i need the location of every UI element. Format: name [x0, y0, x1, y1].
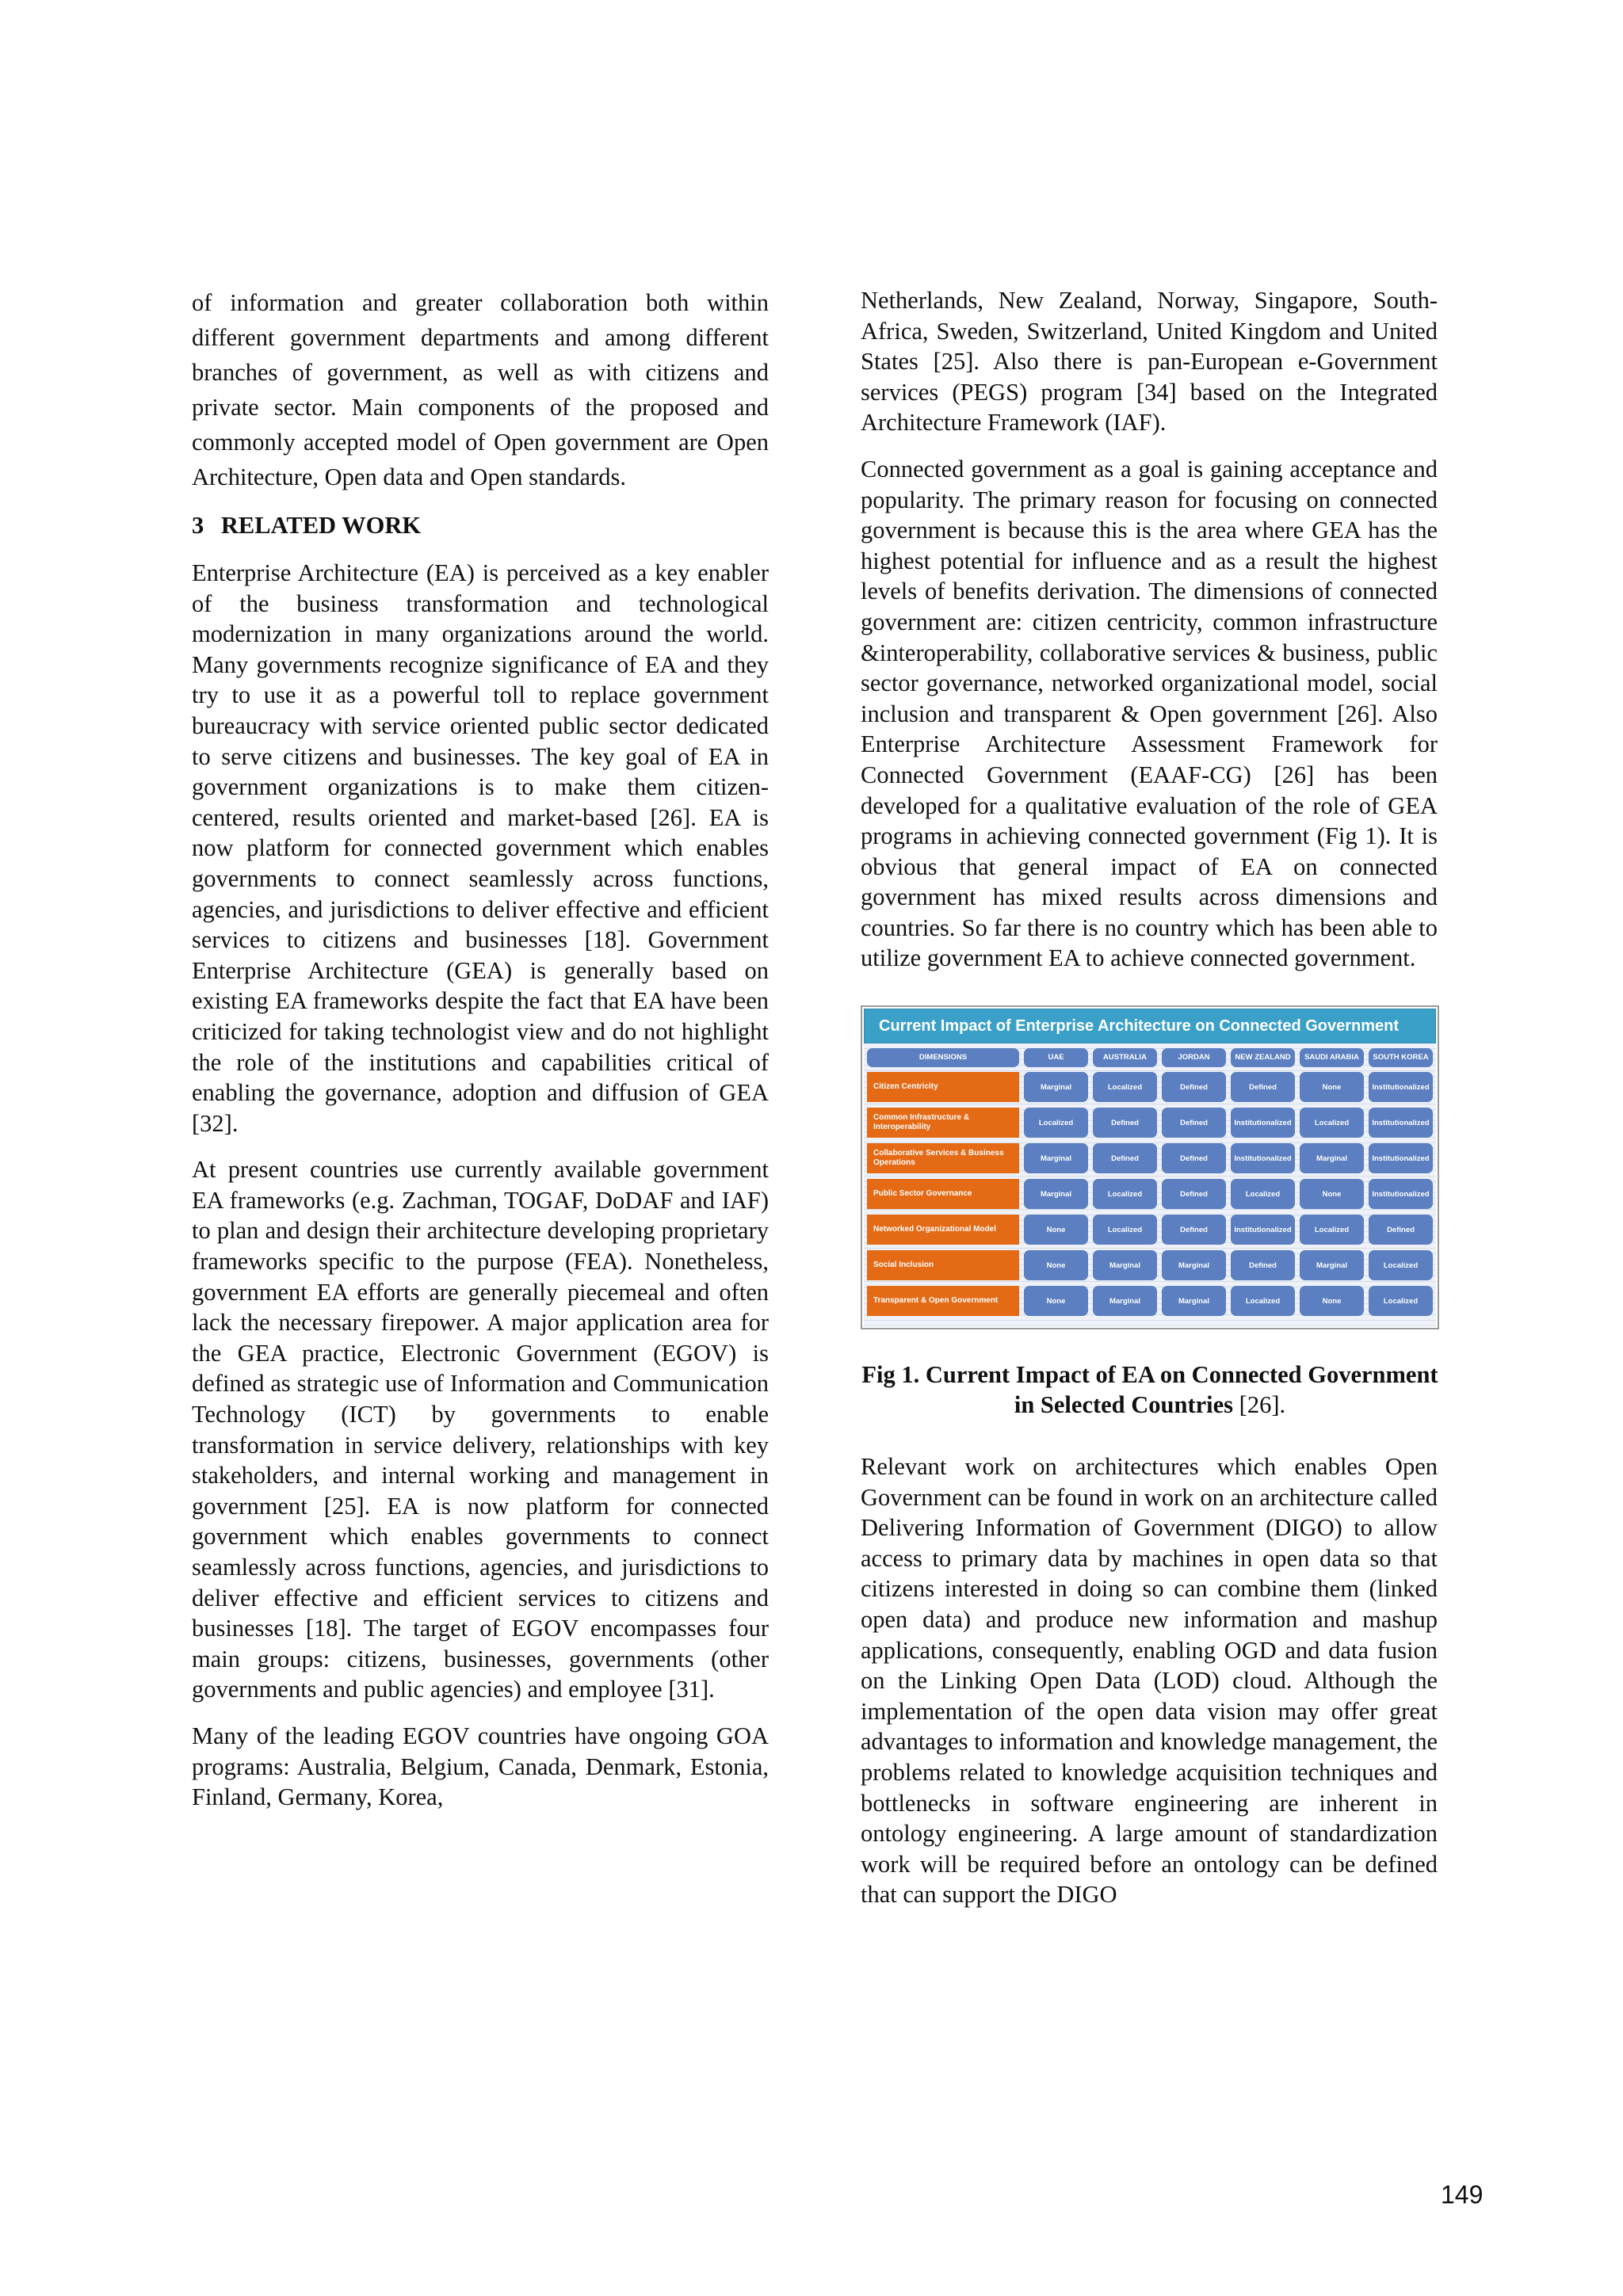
impact-cell: None — [1300, 1072, 1364, 1102]
impact-cell: Localized — [1369, 1286, 1433, 1316]
caption-reference: [26]. — [1233, 1391, 1286, 1419]
impact-cell: None — [1300, 1179, 1364, 1209]
impact-cell: Marginal — [1024, 1072, 1088, 1102]
left-column — [192, 285, 769, 1829]
impact-cell: Institutionalized — [1369, 1143, 1433, 1173]
impact-cell: Marginal — [1024, 1143, 1088, 1173]
figure-caption — [861, 1360, 1439, 1420]
right-column — [861, 285, 1438, 1926]
impact-cell: Localized — [1300, 1108, 1364, 1138]
impact-cell: Marginal — [1300, 1250, 1364, 1280]
header-country: JORDAN — [1162, 1048, 1226, 1067]
impact-cell: Localized — [1300, 1215, 1364, 1245]
dimension-cell: Public Sector Governance — [867, 1179, 1019, 1209]
impact-cell: Institutionalized — [1369, 1072, 1433, 1102]
impact-cell: Localized — [1231, 1179, 1295, 1209]
impact-cell: Localized — [1231, 1286, 1295, 1316]
impact-cell: Marginal — [1162, 1250, 1226, 1280]
dimension-cell: Social Inclusion — [867, 1250, 1019, 1280]
page-number: 149 — [1441, 2180, 1484, 2209]
header-dimensions: DIMENSIONS — [867, 1048, 1019, 1067]
impact-cell: Defined — [1093, 1108, 1157, 1138]
impact-cell: Defined — [1093, 1143, 1157, 1173]
figure-1 — [861, 1005, 1439, 1420]
figure-frame — [861, 1005, 1439, 1329]
header-country: NEW ZEALAND — [1231, 1048, 1295, 1067]
dimension-cell: Common Infrastructure & Interoperability — [867, 1108, 1019, 1138]
section-number: 3 — [192, 512, 204, 539]
paragraph: Relevant work on architectures which enables Open Government can be found in work on an architecture called Delivering Information of Government (DIGO) to allow access to primary data by machines in open data so that citizens interested in doing so can combine them (linked open data) and produce new information and mashup applications, consequently, enabling OGD and data fusion on the Linking Open Data (LOD) cloud. Although the implementation of the open data vision may offer great advantages to information and knowledge management, the problems related to knowledge acquisition techniques and bottlenecks in software engineering are inherent in ontology engineering. A large amount of standardization work will be required before an ontology can be defined that can support the DIGO — [861, 1453, 1438, 1909]
paragraph: Many of the leading EGOV countries have ongoing GOA programs: Australia, Belgium, Canada, Denmark, Estonia, Finland, Germany, Korea, — [192, 1722, 769, 1811]
impact-cell: Marginal — [1300, 1143, 1364, 1173]
impact-cell: Marginal — [1024, 1179, 1088, 1209]
impact-cell: None — [1024, 1215, 1088, 1245]
impact-cell: Defined — [1369, 1215, 1433, 1245]
impact-cell: Localized — [1369, 1250, 1433, 1280]
paragraph: of information and greater collaboration both within different government departments and among different branches of government, as well as with citizens and private sector. Main components of the proposed and commonly accepted model of Open government are Open Architecture, Open data and Open standards. — [192, 289, 769, 490]
paragraph: Connected government as a goal is gaining acceptance and popularity. The primary reason for focusing on connected government is because this is the area where GEA has the highest potential for influence and as a result the highest levels of benefits derivation. The dimensions of connected government are: citizen centricity, common infrastructure &interoperability, collaborative services & business, public sector governance, networked organizational model, social inclusion and transparent & Open government [26]. Also Enterprise Architecture Assessment Framework for Connected Government (EAAF-CG) [26] has been developed for a qualitative evaluation of the role of GEA programs in achieving connected government (Fig 1). It is obvious that general impact of EA on connected government has mixed results across dimensions and countries. So far there is no country which has been able to utilize government EA to achieve connected government. — [861, 455, 1438, 972]
header-country: SOUTH KOREA — [1369, 1048, 1433, 1067]
header-country: AUSTRALIA — [1093, 1048, 1157, 1067]
impact-cell: None — [1300, 1286, 1364, 1316]
impact-cell: Institutionalized — [1369, 1108, 1433, 1138]
impact-cell: Defined — [1162, 1143, 1226, 1173]
section-title: RELATED WORK — [220, 512, 422, 539]
impact-cell: Localized — [1093, 1179, 1157, 1209]
impact-cell: Marginal — [1162, 1286, 1226, 1316]
impact-cell: Institutionalized — [1231, 1215, 1295, 1245]
header-country: UAE — [1024, 1048, 1088, 1067]
impact-cell: Defined — [1162, 1108, 1226, 1138]
impact-cell: Institutionalized — [1231, 1108, 1295, 1138]
section-heading — [192, 510, 769, 540]
dimension-cell: Networked Organizational Model — [867, 1215, 1019, 1245]
impact-cell: Defined — [1231, 1072, 1295, 1102]
impact-cell: Marginal — [1093, 1250, 1157, 1280]
impact-cell: Defined — [1231, 1250, 1295, 1280]
figure-title: Current Impact of Enterprise Architecture on Connected Government — [864, 1009, 1436, 1043]
header-country: SAUDI ARABIA — [1300, 1048, 1364, 1067]
impact-cell: Localized — [1093, 1072, 1157, 1102]
dimension-cell: Transparent & Open Government — [867, 1286, 1019, 1316]
paragraph: Netherlands, New Zealand, Norway, Singapore, South-Africa, Sweden, Switzerland, United Kingdom and United States [25]. Also there is pan-European e-Government services (PEGS) program [34] based on the Integrated Architecture Framework (IAF). — [861, 287, 1438, 437]
impact-cell: Marginal — [1093, 1286, 1157, 1316]
impact-cell: Localized — [1024, 1108, 1088, 1138]
impact-cell: None — [1024, 1286, 1088, 1316]
dimension-cell: Citizen Centricity — [867, 1072, 1019, 1102]
impact-cell: Defined — [1162, 1072, 1226, 1102]
impact-cell: None — [1024, 1250, 1088, 1280]
impact-cell: Defined — [1162, 1215, 1226, 1245]
impact-cell: Institutionalized — [1369, 1179, 1433, 1209]
impact-cell: Localized — [1093, 1215, 1157, 1245]
impact-cell: Institutionalized — [1231, 1143, 1295, 1173]
impact-table — [864, 1043, 1436, 1326]
paragraph: At present countries use currently available government EA frameworks (e.g. Zachman, TOGAF, DoDAF and IAF) to plan and design their architecture developing proprietary frameworks specific to the purpose (FEA). Nonetheless, government EA efforts are generally piecemeal and often lack the necessary firepower. A major application area for the GEA practice, Electronic Government (EGOV) is defined as strategic use of Information and Communication Technology (ICT) by governments to enable transformation in service delivery, relationships with key stakeholders, and internal working and management in government [25]. EA is now platform for connected government which enables governments to connect seamlessly across functions, agencies, and jurisdictions to deliver effective and efficient services to citizens and businesses [18]. The target of EGOV encompasses four main groups: citizens, businesses, governments (other governments and public agencies) and employee [31]. — [192, 1156, 769, 1703]
impact-cell: Defined — [1162, 1179, 1226, 1209]
paragraph: Enterprise Architecture (EA) is perceived as a key enabler of the business transformation and technological modernization in many organizations around the world. Many governments recognize significance of EA and they try to use it as a powerful toll to replace government bureaucracy with service oriented public sector dedicated to serve citizens and businesses. The key goal of EA in government organizations is to make them citizen-centered, results oriented and market-based [26]. EA is now platform for connected government which enables governments to connect seamlessly across functions, agencies, and jurisdictions to deliver effective and efficient services to citizens and businesses [18]. Government Enterprise Architecture (GEA) is generally based on existing EA frameworks despite the fact that EA have been criticized for taking technologist view and do not highlight the role of the institutions and capabilities critical of enabling the governance, adoption and diffusion of GEA [32]. — [192, 559, 769, 1137]
caption-text: Fig 1. Current Impact of EA on Connected Government in Selected Countries — [861, 1361, 1438, 1419]
dimension-cell: Collaborative Services & Business Operations — [867, 1143, 1019, 1173]
